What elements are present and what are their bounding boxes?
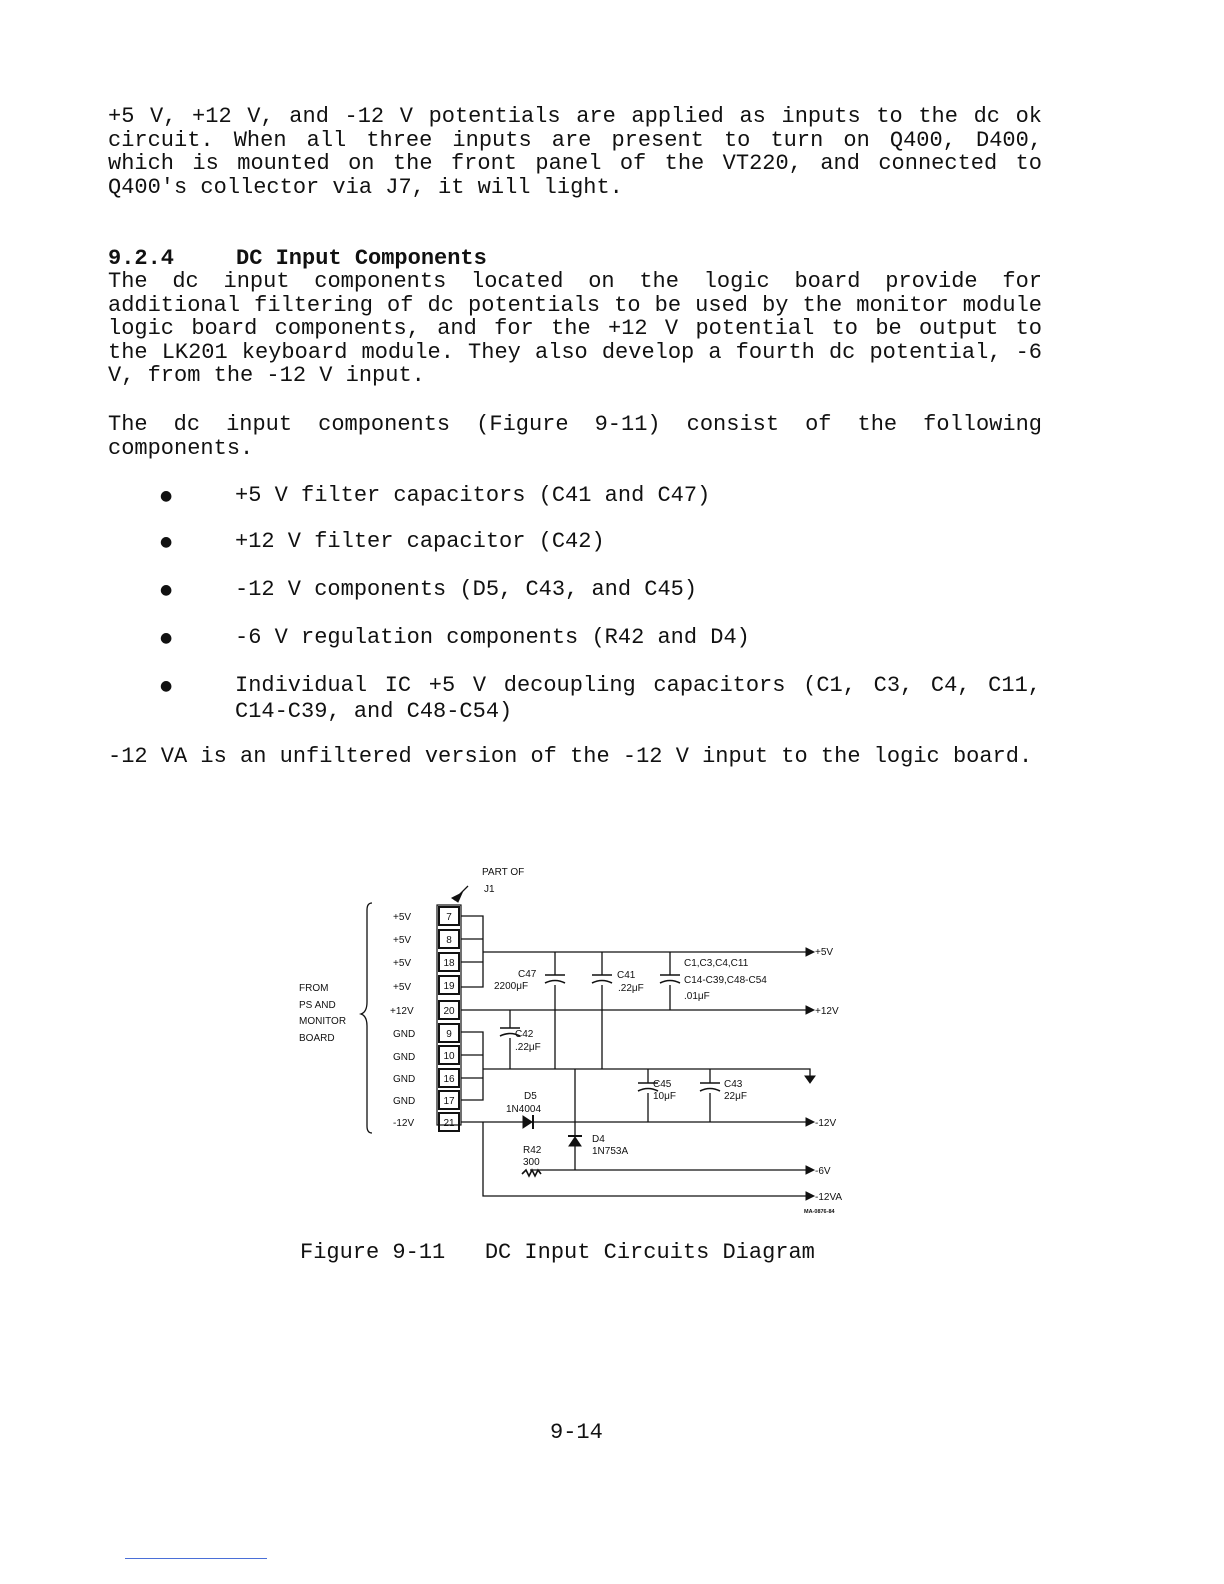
pin-number: 7 [446,912,452,923]
pin-number: 20 [443,1006,455,1017]
pin-signal: -12V [393,1118,415,1129]
bullet-icon: ● [160,678,173,694]
c41-label: C41 [617,970,636,981]
list-item-text: -6 V regulation components (R42 and D4) [235,625,750,650]
bullet-icon: ● [160,488,173,504]
bullet-icon: ● [160,582,173,598]
from-label: MONITOR [299,1016,347,1027]
intro-paragraph: +5 V, +12 V, and -12 V potentials are applied as inputs to the dc ok circuit. When all three inputs are present to turn on Q400, D400, which is mounted on the front panel of the VT220, and connected to Q400's collector via J7, it will light. [108,104,1042,200]
from-label: PS AND [299,1000,336,1011]
from-label: BOARD [299,1033,335,1044]
c47-value: 2200μF [494,981,529,992]
output-12v-label: +12V [815,1006,839,1017]
output-minus6v-label: -6V [815,1166,831,1177]
bullet-icon: ● [160,534,173,550]
section-title: DC Input Components [236,246,487,271]
pin-number: 19 [443,981,455,992]
pin-signal: +5V [393,982,412,993]
connector-label: J1 [484,884,495,895]
d4-part: 1N753A [592,1146,629,1157]
pin-number: 17 [443,1096,455,1107]
pin-signal: +5V [393,912,412,923]
pin-number: 8 [446,935,452,946]
list-item-text: +12 V filter capacitor (C42) [235,529,605,554]
pin-number: 16 [443,1074,455,1085]
r42-value: 300 [523,1157,540,1168]
list-item-text: +5 V filter capacitors (C41 and C47) [235,483,711,508]
drawing-id: MA-0876-84 [804,1209,835,1215]
paragraph-components-list-intro: The dc input components (Figure 9-11) consist of the following components. [108,412,1042,461]
pin-signal: GND [393,1052,416,1063]
c47-label: C47 [518,969,537,980]
from-label: FROM [299,983,329,994]
pin-signal: GND [393,1096,416,1107]
list-item-text: -12 V components (D5, C43, and C45) [235,577,698,602]
figure-caption: Figure 9-11 DC Input Circuits Diagram [300,1240,815,1265]
r42-label: R42 [523,1145,542,1156]
pin-signal: +12V [390,1006,414,1017]
pin-number: 9 [446,1029,452,1040]
bullet-icon: ● [160,630,173,646]
d5-part: 1N4004 [506,1104,542,1115]
c41-value: .22μF [618,983,644,994]
pin-signal: GND [393,1074,416,1085]
c45-value: 10μF [653,1091,676,1102]
footer-divider [125,1558,267,1559]
decoupling-caps-label: C1,C3,C4,C11 [684,958,749,969]
section-number: 9.2.4 [108,246,175,271]
pin-number: 18 [443,958,455,969]
part-of-label: PART OF [482,867,525,878]
decoupling-caps-value: .01μF [684,991,710,1002]
page-number: 9-14 [550,1420,603,1445]
pin-signal: GND [393,1029,416,1040]
c43-value: 22μF [724,1091,747,1102]
c42-value: .22μF [515,1042,541,1053]
decoupling-caps-label-2: C14-C39,C48-C54 [684,975,767,986]
d5-label: D5 [524,1091,537,1102]
pin-signal: +5V [393,935,412,946]
output-minus12va-label: -12VA [815,1192,843,1203]
c42-label: C42 [515,1029,534,1040]
list-item-text: Individual IC +5 V decoupling capacitors (C1, C3, C4, C11, C14-C39, and C48-C54) [235,673,1041,724]
section-heading [108,246,487,271]
paragraph-dc-input-intro: The dc input components located on the logic board provide for additional filtering of dc potentials to be used by the monitor module logic board components, and for the +12 V potential to be output to the LK201 keyboard module. They also develop a fourth dc potential, -6 V, from the -12 V input. [108,269,1042,388]
d4-label: D4 [592,1134,605,1145]
output-minus12v-label: -12V [815,1118,837,1129]
pin-number: 10 [443,1051,455,1062]
c43-label: C43 [724,1079,743,1090]
pin-number: 21 [443,1118,455,1129]
pin-signal: +5V [393,958,412,969]
dc-input-circuit-diagram [290,860,870,1225]
paragraph-12va: -12 VA is an unfiltered version of the -12 V input to the logic board. [108,744,1033,769]
output-5v-label: +5V [815,947,834,958]
c45-label: C45 [653,1079,672,1090]
